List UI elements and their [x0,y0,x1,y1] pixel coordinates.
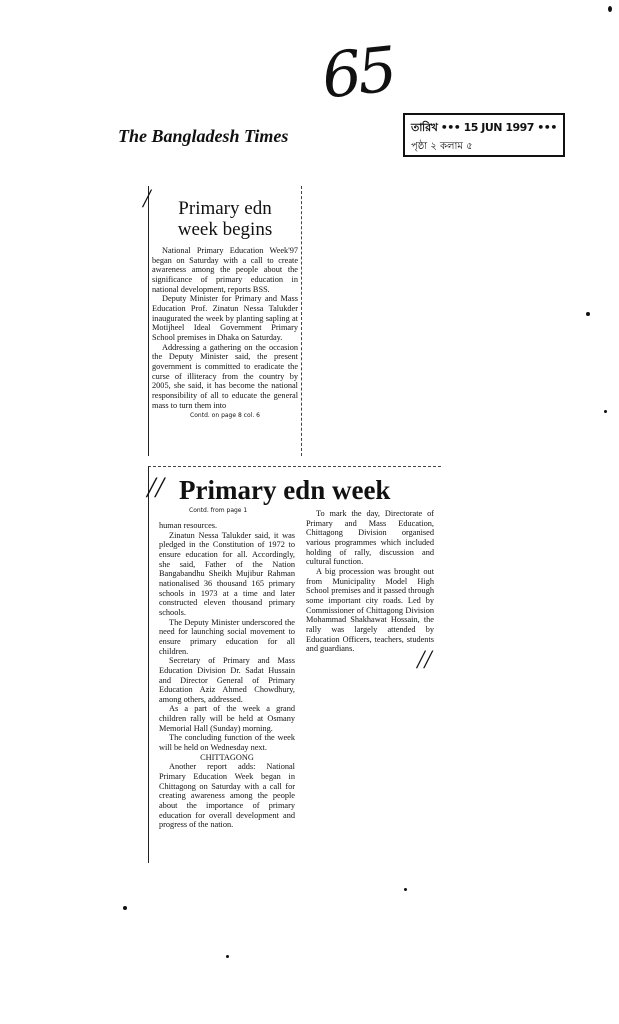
article2-paragraph: The Deputy Minister underscored the need for launching social movement to ensure primary education for all children. [159,617,295,656]
article2-paragraph: A big procession was brought out from Municipality Model High School premises and it passed through some important city roads. Led by Commissioner of Chittagong Division Mohammad Shakhawat Hossain, the rally was largely attended by Education Officers, teachers, students and guardians. [306,566,434,654]
article2-paragraph: Another report adds: National Primary Education Week began in Chittagong on Saturday with a call for creating awareness among the people about the importance of primary education for overall development and progress of the nation. [159,762,295,830]
article1-title-line1: Primary edn [178,198,272,219]
article2-paragraph: human resources. [159,521,218,530]
scan-speck [586,312,590,316]
article1-continued-note: Contd. on page 8 col. 6 [190,412,260,420]
article2-continued-from: Contd. from page 1 [189,507,248,514]
article2-paragraph: Secretary of Primary and Mass Education Division Dr. Sadat Hussain and Director General of Primary Education Aziz Ahmed Chowdhury, among others, addressed. [159,656,295,704]
article1-paragraph: Deputy Minister for Primary and Mass Education Prof. Zinatun Nessa Talukder inaugurated the week by planting sapling at Motijheel Ideal Government Primary School premises in Dhaka on Saturday. [152,294,298,342]
handwritten-page-number: 65 [318,32,397,113]
article-clipping-2 [148,466,441,863]
scan-speck [608,6,612,12]
article-clipping-1 [143,184,302,456]
article1-headline [149,198,301,240]
stamp-date-line: তারিখ ••• 15 JUN 1997 ••• [411,121,557,134]
article2-dateline: CHITTAGONG [200,752,254,762]
scan-speck [123,906,127,910]
newspaper-name: The Bangladesh Times [118,126,289,146]
stamp-page-line: পৃষ্ঠা ২ কলাম ৫ [411,141,473,152]
article1-body [149,246,301,410]
scan-speck [604,410,607,413]
article2-paragraph: Zinatun Nessa Talukder said, it was pledged in the Constitution of 1972 to ensure education for all. Accordingly, she said, Father of the Nation Bangabandhu Sheikh Mujibur Rahman nationalised 36 thousand 165 primary schools in 1973 at a time and later constructed eleven thousand primary schools. [159,530,295,617]
article1-paragraph: National Primary Education Week'97 began on Saturday with a call to create awareness among the people about the significance of primary education in national development, reports BSS. [152,246,298,294]
article1-paragraph: Addressing a gathering on the occasion the Deputy Minister said, the present government is committed to eradicate the curse of illiteracy from the country by 2005, she said, it has become the national responsibility of all to educate the general mass to turn them into [152,342,298,410]
pen-mark-icon: // [417,645,432,674]
article2-paragraph: As a part of the week a grand children rally will be held at Osmany Memorial Hall (Sunday) morning. [159,704,295,733]
article2-headline: Primary edn week [179,475,391,505]
date-stamp [403,113,565,157]
article2-column-1 [159,521,295,830]
pen-mark-icon: / [143,184,151,213]
article2-paragraph: The concluding function of the week will be held on Wednesday next. [159,733,295,753]
pen-mark-icon: // [147,471,164,504]
article2-column-2 [306,509,434,654]
article1-title-line2: week begins [177,219,273,240]
scan-speck [226,955,229,958]
article2-paragraph: To mark the day, Directorate of Primary and Mass Education, Chittagong Division organised various programmes which included holding of rally, discussion and cultural function. [306,509,434,567]
scan-speck [404,888,407,891]
